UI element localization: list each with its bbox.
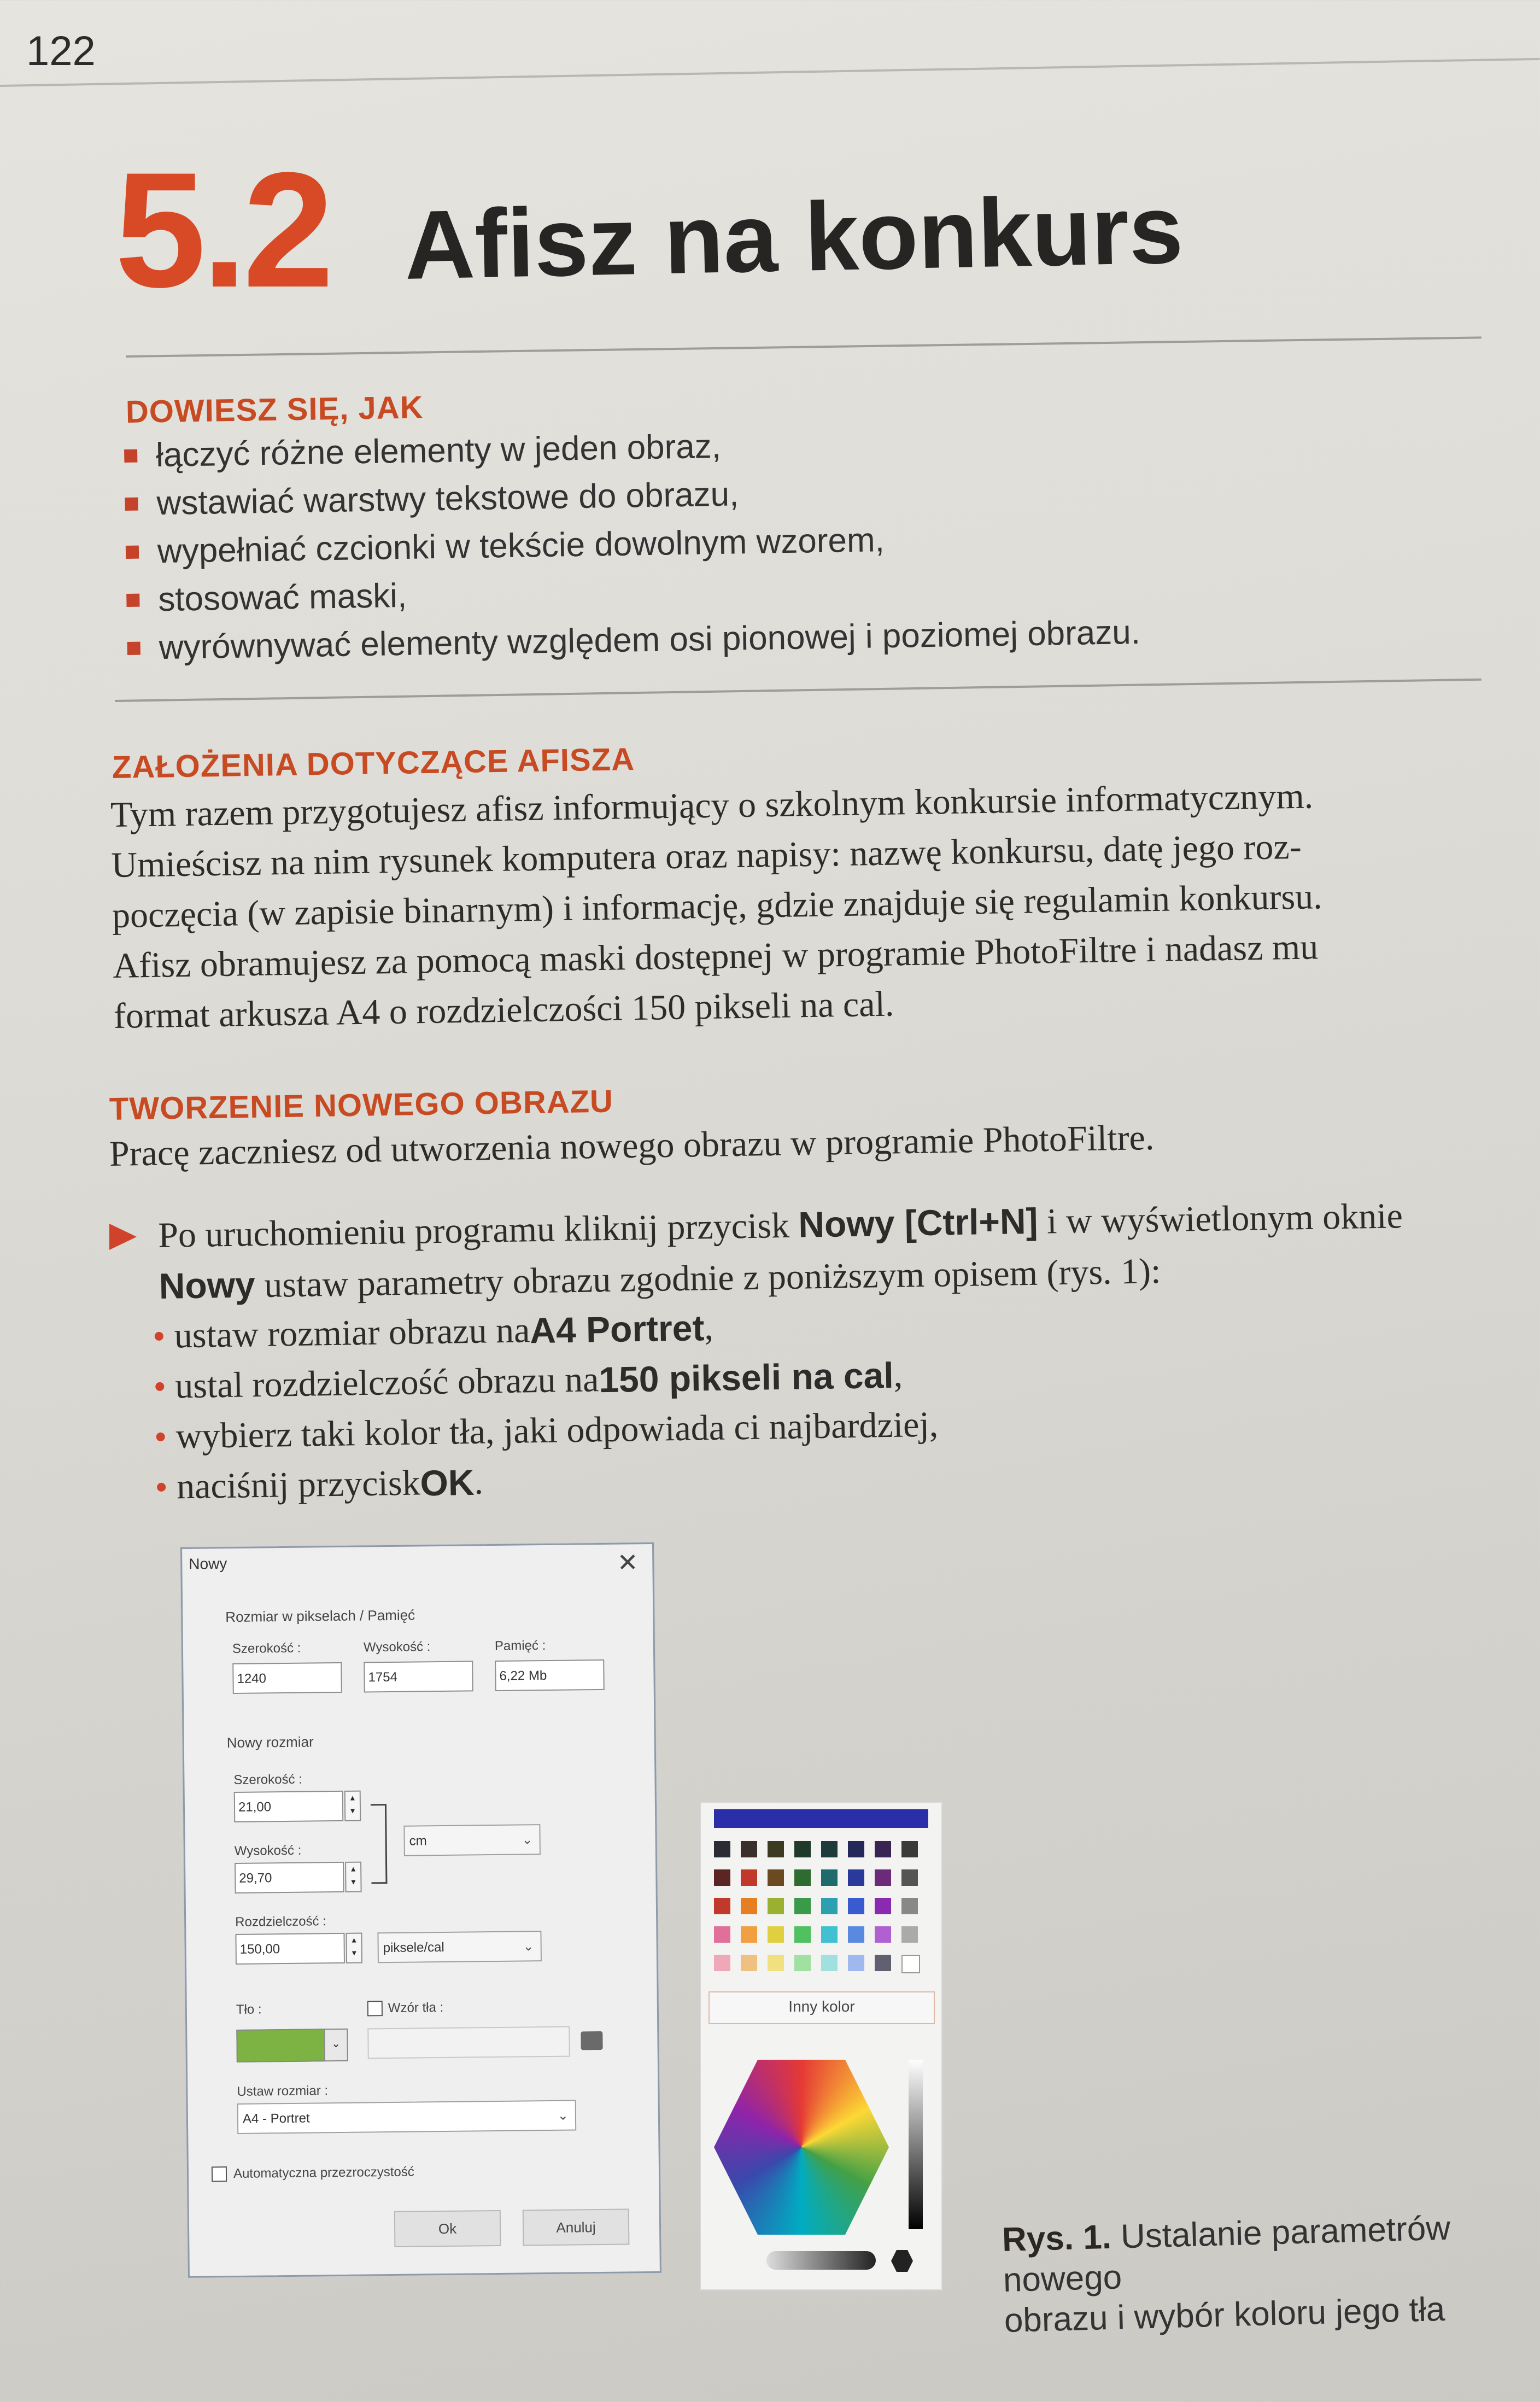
color-swatch[interactable]	[901, 1869, 918, 1886]
new-height-field[interactable]: 29,70	[235, 1862, 344, 1893]
color-swatch[interactable]	[848, 1955, 864, 1971]
color-swatch[interactable]	[714, 1926, 730, 1943]
chevron-down-icon: ⌄	[522, 1832, 533, 1848]
page-number: 122	[26, 28, 96, 74]
color-swatch[interactable]	[848, 1898, 864, 1914]
pattern-field	[367, 2026, 570, 2059]
color-swatch[interactable]	[848, 1869, 864, 1886]
new-size-group-label: Nowy rozmiar	[226, 1733, 314, 1751]
goals-list	[124, 416, 1141, 673]
unit-select[interactable]: cm ⌄	[403, 1824, 541, 1856]
height-field: 1754	[364, 1661, 473, 1692]
color-swatch[interactable]	[794, 1869, 811, 1886]
bullet-icon	[124, 449, 137, 463]
width-label: Szerokość :	[232, 1640, 301, 1657]
background-label: Tło :	[236, 2002, 262, 2017]
gray-scale-strip[interactable]	[766, 2251, 876, 2270]
close-icon[interactable]: ✕	[617, 1548, 639, 1577]
brightness-slider[interactable]	[909, 2060, 923, 2229]
size-group-label: Rozmiar w pikselach / Pamięć	[225, 1606, 415, 1626]
color-swatch[interactable]	[875, 1898, 891, 1914]
color-swatch[interactable]	[794, 1926, 811, 1943]
height-stepper[interactable]: ▴ ▾	[345, 1862, 362, 1892]
resolution-label: Rozdzielczość :	[235, 1914, 327, 1930]
section-number: 5.2	[115, 138, 330, 322]
memory-field: 6,22 Mb	[495, 1659, 605, 1691]
header-rule	[0, 58, 1540, 87]
memory-label: Pamięć :	[494, 1638, 546, 1653]
list-item: wstawiać warstwy tekstowe do obrazu,	[125, 464, 1139, 528]
resolution-unit-select[interactable]: piksele/cal ⌄	[377, 1931, 542, 1963]
ok-button[interactable]: Ok	[394, 2210, 501, 2247]
bullet-icon	[125, 498, 138, 511]
color-swatch[interactable]	[901, 1898, 918, 1914]
black-hexagon-icon[interactable]	[891, 2250, 913, 2272]
color-swatch[interactable]	[875, 1926, 891, 1943]
color-swatch[interactable]	[821, 1926, 838, 1943]
other-color-button[interactable]: Inny kolor	[708, 1991, 935, 2024]
list-item: wyrównywać elementy względem osi pionowej i poziomej obrazu.	[127, 609, 1141, 673]
bullet-icon	[157, 1483, 166, 1492]
resolution-stepper[interactable]: ▴ ▾	[346, 1933, 362, 1963]
color-swatch[interactable]	[794, 1841, 811, 1857]
color-swatch[interactable]	[875, 1869, 891, 1886]
color-swatch[interactable]	[875, 1841, 891, 1857]
section-title: Afisz na konkurs	[403, 174, 1185, 300]
color-swatch[interactable]	[821, 1869, 838, 1886]
color-swatch[interactable]	[794, 1898, 811, 1914]
color-swatch[interactable]	[821, 1898, 838, 1914]
list-item: stosować maski,	[126, 560, 1140, 624]
color-swatch[interactable]	[768, 1955, 784, 1971]
chevron-down-icon: ⌄	[557, 2108, 569, 2123]
pattern-label: Wzór tła :	[388, 2000, 444, 2016]
chevron-down-icon: ⌄	[523, 1939, 534, 1954]
preset-label: Ustaw rozmiar :	[237, 2083, 329, 2099]
color-swatch[interactable]	[741, 1955, 757, 1971]
width-field: 1240	[232, 1662, 342, 1694]
bullet-icon	[127, 642, 140, 655]
selected-color-bar	[714, 1809, 928, 1828]
step-text: Po uruchomieniu programu kliknij przycisk Nowy [Ctrl+N] i w wyświetlonym oknie Nowy ustaw parametry obrazu zgodnie z poniższym opisem (rys. 1):	[157, 1196, 1403, 1306]
width-stepper[interactable]: ▴ ▾	[344, 1791, 361, 1821]
list-item: naciśnij przycisk OK .	[156, 1450, 939, 1512]
pattern-checkbox[interactable]	[367, 2001, 383, 2016]
dialog-title: Nowy	[189, 1555, 227, 1573]
new-width-field[interactable]: 21,00	[234, 1791, 344, 1822]
folder-icon[interactable]	[581, 2031, 602, 2050]
goals-heading: DOWIESZ SIĘ, JAK	[125, 389, 424, 430]
auto-transparency-label: Automatyczna przezroczystość	[233, 2164, 414, 2182]
step-arrow-icon	[109, 1224, 137, 1250]
bullet-icon	[126, 546, 139, 559]
goals-rule	[115, 679, 1482, 702]
color-swatch[interactable]	[821, 1955, 838, 1971]
title-rule	[126, 336, 1482, 358]
color-swatch[interactable]	[768, 1841, 784, 1857]
chevron-down-icon[interactable]: ⌄	[324, 2029, 348, 2061]
new-height-label: Wysokość :	[234, 1843, 302, 1859]
color-swatch[interactable]	[794, 1955, 811, 1971]
list-item: ustaw rozmiar obrazu na A4 Portret ,	[154, 1299, 937, 1361]
color-swatch[interactable]	[901, 1955, 920, 1973]
color-swatch[interactable]	[741, 1926, 757, 1943]
link-bracket-icon	[371, 1804, 388, 1884]
height-label: Wysokość :	[363, 1639, 431, 1655]
background-color-swatch[interactable]	[236, 2029, 326, 2062]
color-swatch[interactable]	[901, 1926, 918, 1943]
color-swatch[interactable]	[848, 1926, 864, 1943]
bullet-icon	[156, 1433, 165, 1441]
bullet-icon	[126, 594, 139, 607]
bullet-icon	[155, 1382, 164, 1391]
color-swatch[interactable]	[768, 1926, 784, 1943]
bullet-icon	[155, 1332, 163, 1341]
new-width-label: Szerokość :	[233, 1772, 302, 1788]
color-swatch[interactable]	[768, 1869, 784, 1886]
color-swatch[interactable]	[741, 1869, 757, 1886]
step-bullets	[154, 1299, 939, 1512]
color-hexagon[interactable]	[714, 2060, 889, 2235]
color-swatch[interactable]	[901, 1841, 918, 1857]
new-image-heading: TWORZENIE NOWEGO OBRAZU	[109, 1083, 614, 1127]
color-swatch[interactable]	[821, 1841, 838, 1857]
assumptions-heading: ZAŁOŻENIA DOTYCZĄCE AFISZA	[112, 741, 635, 785]
new-image-dialog	[180, 1542, 661, 2278]
list-item: łączyć różne elementy w jeden obraz,	[124, 416, 1138, 480]
color-palette	[700, 1802, 942, 2290]
assumptions-text: Tym razem przygotujesz afisz informujący o szkolnym konkursie informatycznym. Umieścisz na nim rysunek komputera oraz napisy: nazwę konkursu, datę jego roz- poczęcia (w zapisie binarnym) i informację, gdzie znajduje się regulamin konkursu. Afisz obramujesz za pomocą maski dostępnej w programie PhotoFiltre i nadasz mu format arkusza A4 o rozdzielczości 150 pikseli na cal.	[110, 776, 1323, 1036]
figure-caption: Rys. 1. Ustalanie parametrów nowego obrazu i wybór koloru jego tła	[1002, 2209, 1451, 2340]
color-swatch[interactable]	[875, 1955, 891, 1971]
color-swatch[interactable]	[714, 1955, 730, 1971]
color-swatch[interactable]	[714, 1869, 730, 1886]
color-swatch[interactable]	[848, 1841, 864, 1857]
resolution-field[interactable]: 150,00	[235, 1933, 345, 1965]
auto-transparency-checkbox[interactable]	[212, 2166, 227, 2182]
color-swatch[interactable]	[714, 1898, 730, 1914]
preset-select[interactable]: A4 - Portret ⌄	[237, 2100, 577, 2134]
list-item: ustal rozdzielczość obrazu na 150 pikseli na cal ,	[155, 1349, 938, 1412]
cancel-button[interactable]: Anuluj	[523, 2208, 630, 2246]
color-swatch[interactable]	[714, 1841, 730, 1857]
color-swatch[interactable]	[768, 1898, 784, 1914]
list-item: wypełniać czcionki w tekście dowolnym wzorem,	[125, 512, 1139, 576]
color-swatch[interactable]	[741, 1898, 757, 1914]
color-swatch[interactable]	[741, 1841, 757, 1857]
new-image-intro: Pracę zaczniesz od utworzenia nowego obrazu w programie PhotoFiltre.	[109, 1117, 1155, 1174]
list-item: wybierz taki kolor tła, jaki odpowiada ci najbardziej,	[156, 1400, 939, 1462]
